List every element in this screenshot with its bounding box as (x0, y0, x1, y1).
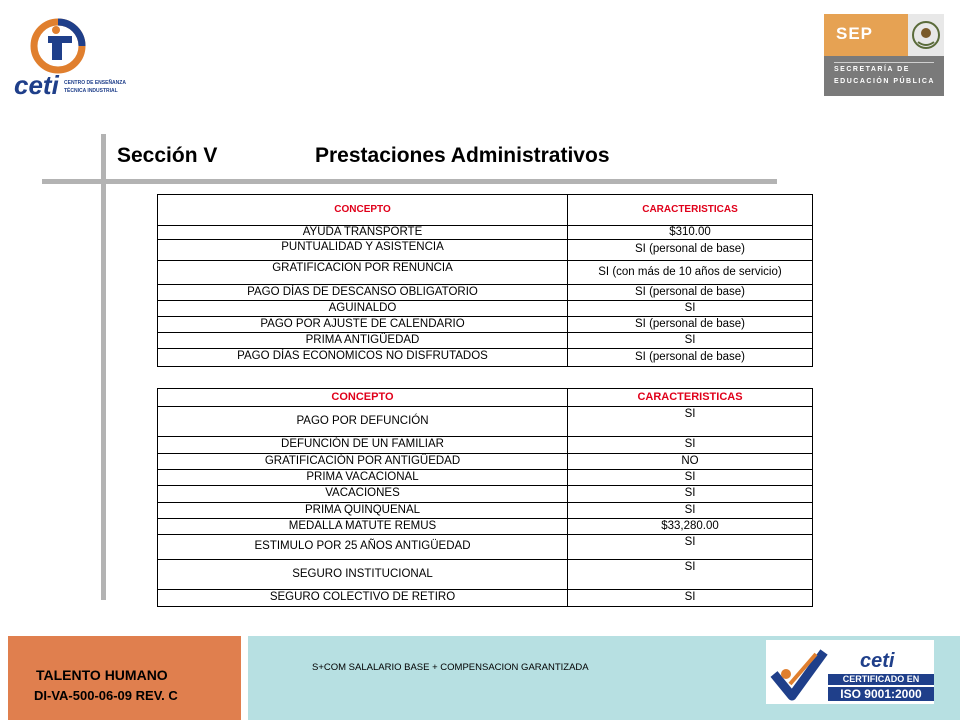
cell-concepto: PUNTUALIDAD Y ASISTENCIA (158, 240, 568, 261)
cell-concepto: PAGO POR DEFUNCIÓN (158, 407, 568, 437)
cell-caracteristica: NO (568, 454, 813, 470)
table-row (158, 226, 813, 240)
sep-logo-divider (834, 62, 934, 63)
cell-caracteristica: SI (personal de base) (568, 285, 813, 301)
cell-concepto: PRIMA VACACIONAL (158, 470, 568, 486)
table-row (158, 333, 813, 349)
benefits-table-2 (157, 388, 813, 607)
table-row (158, 349, 813, 367)
cell-concepto: PAGO DÍAS DE DESCANSO OBLIGATORIO (158, 285, 568, 301)
footer-note: S+COM SALALARIO BASE + COMPENSACION GARANTIZADA (312, 662, 589, 673)
cell-concepto: AYUDA TRANSPORTE (158, 226, 568, 240)
header-caracteristicas: CARACTERISTICAS (568, 195, 813, 226)
cell-concepto: GRATIFICACIÓN POR ANTIGÜEDAD (158, 454, 568, 470)
cell-concepto: MEDALLA MATUTE REMUS (158, 519, 568, 535)
header-concepto: CONCEPTO (158, 195, 568, 226)
ceti-logo-subtitle-1: CENTRO DE ENSEÑANZA (64, 80, 126, 86)
table-row (158, 470, 813, 486)
cell-concepto: SEGURO INSTITUCIONAL (158, 560, 568, 590)
sep-logo-line1: SECRETARÍA DE (834, 66, 910, 73)
footer-right-panel (248, 636, 960, 720)
table-row (158, 454, 813, 470)
cell-concepto: SEGURO COLECTIVO DE RETIRO (158, 590, 568, 607)
footer-left-panel (8, 636, 241, 720)
table-row (158, 407, 813, 437)
cell-concepto: ESTIMULO POR 25 AÑOS ANTIGÜEDAD (158, 535, 568, 560)
sep-logo (824, 14, 944, 96)
cell-caracteristica: SI (personal de base) (568, 317, 813, 333)
table-row (158, 301, 813, 317)
table-row (158, 240, 813, 261)
cell-concepto: PRIMA ANTIGÜEDAD (158, 333, 568, 349)
table-header-row (158, 389, 813, 407)
sep-logo-band (824, 14, 908, 56)
cell-caracteristica: $310.00 (568, 226, 813, 240)
cell-caracteristica: SI (568, 535, 813, 560)
cell-caracteristica: SI (568, 560, 813, 590)
table-row (158, 503, 813, 519)
header-concepto: CONCEPTO (158, 389, 568, 407)
cell-concepto: VACACIONES (158, 486, 568, 503)
cell-caracteristica: SI (personal de base) (568, 349, 813, 367)
table-row (158, 437, 813, 454)
cell-caracteristica: SI (568, 333, 813, 349)
cell-caracteristica: SI (568, 301, 813, 317)
cell-concepto: PAGO DÍAS ECONOMICOS NO DISFRUTADOS (158, 349, 568, 367)
footer-document-code: DI-VA-500-06-09 REV. C (34, 688, 178, 703)
footer-department: TALENTO HUMANO (36, 667, 168, 683)
cell-caracteristica: SI (568, 470, 813, 486)
cell-caracteristica: SI (personal de base) (568, 240, 813, 261)
horizontal-divider (42, 179, 777, 184)
ceti-logo-word: ceti (14, 70, 59, 100)
vertical-divider (101, 134, 106, 600)
table-row (158, 535, 813, 560)
iso-badge-line1: CERTIFICADO EN (828, 674, 934, 685)
checkmark-arrow-icon (770, 644, 830, 702)
cell-caracteristica: SI (568, 486, 813, 503)
ceti-logo-subtitle-2: TÉCNICA INDUSTRIAL (64, 88, 118, 94)
iso-certification-badge (766, 640, 934, 704)
cell-caracteristica: SI (568, 437, 813, 454)
iso-badge-word: ceti (860, 650, 895, 672)
cell-concepto: PRIMA QUINQUENAL (158, 503, 568, 519)
iso-badge-line2: ISO 9001:2000 (828, 687, 934, 701)
sep-logo-word: SEP (836, 24, 874, 43)
section-title: Prestaciones Administrativos (315, 144, 610, 167)
cell-caracteristica: SI (568, 503, 813, 519)
cell-caracteristica: $33,280.00 (568, 519, 813, 535)
table-row (158, 285, 813, 301)
section-label: Sección V (117, 144, 218, 167)
table-row (158, 261, 813, 285)
cell-caracteristica: SI (con más de 10 años de servicio) (568, 261, 813, 285)
cell-concepto: DEFUNCIÓN DE UN FAMILIAR (158, 437, 568, 454)
cell-caracteristica: SI (568, 407, 813, 437)
table-row (158, 317, 813, 333)
cell-caracteristica: SI (568, 590, 813, 607)
cell-concepto: GRATIFICACION POR RENUNCIA (158, 261, 568, 285)
table-row (158, 519, 813, 535)
sep-logo-line2: EDUCACIÓN PÚBLICA (834, 78, 935, 85)
cell-concepto: PAGO POR AJUSTE DE CALENDARIO (158, 317, 568, 333)
table-header-row (158, 195, 813, 226)
mexico-seal-icon (908, 14, 944, 56)
ceti-logo (8, 14, 136, 100)
header-caracteristicas: CARACTERISTICAS (568, 389, 813, 407)
table-row (158, 486, 813, 503)
table-row (158, 590, 813, 607)
cell-concepto: AGUINALDO (158, 301, 568, 317)
benefits-table-1 (157, 194, 813, 367)
table-row (158, 560, 813, 590)
